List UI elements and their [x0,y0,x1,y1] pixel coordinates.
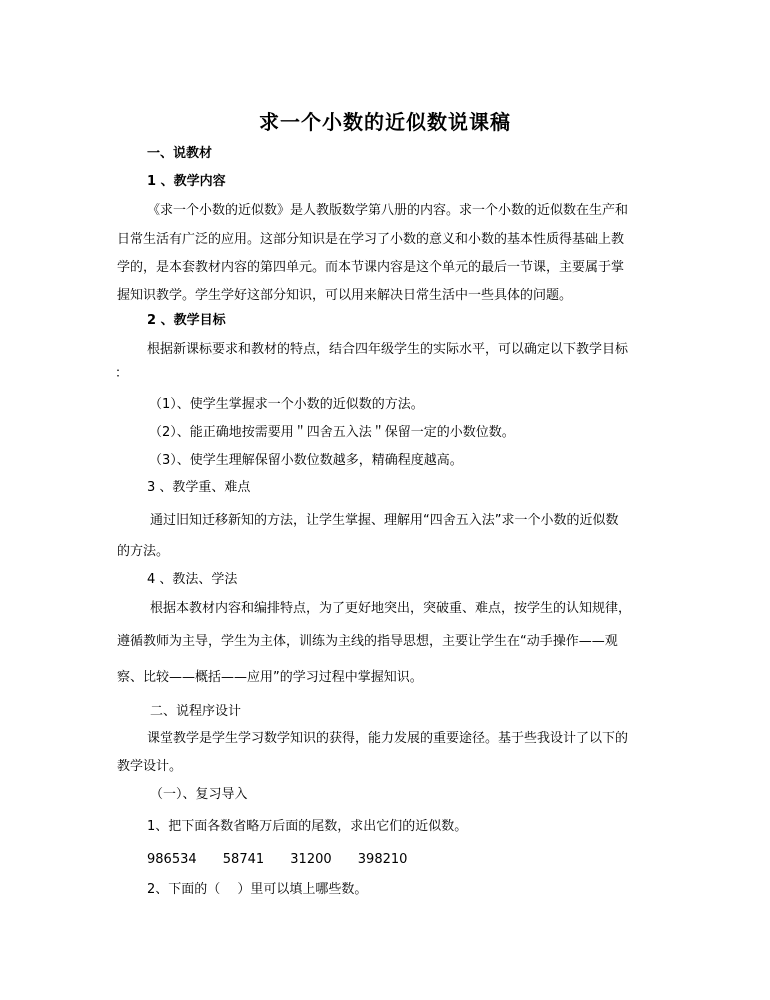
goal-item: （3）、使学生理解保留小数位数越多，精确程度越高。 [149,453,463,468]
paragraph-line: 课堂教学是学生学习数学知识的获得，能力发展的重要途径。基于些我设计了以下的 [147,731,629,746]
subsection-heading: （一）、复习导入 [150,787,248,802]
page-title: 求一个小数的近似数说课稿 [259,110,511,134]
section-heading: 二、说程序设计 [150,704,242,719]
paragraph-line: 根据本教材内容和编排特点，为了更好地突出，突破重、难点，按学生的认知规律， [150,601,632,616]
goal-item: （2）、能正确地按需要用＂四舍五入法＂保留一定的小数位数。 [149,425,515,440]
number-value: 31200 [290,852,332,867]
paragraph-line: 察、比较——概括——应用”的学习过程中掌握知识。 [117,670,423,685]
subsection-heading: 4 、教法、学法 [147,572,238,587]
paragraph-line: 通过旧知迁移新知的方法，让学生掌握、理解用“四舍五入法”求一个小数的近似数 [150,513,619,528]
section-heading: 一、说教材 [147,146,213,161]
subsection-heading: 1 、教学内容 [147,174,226,189]
number-value: 398210 [357,852,408,867]
number-value: 58741 [222,852,265,867]
paragraph-line: ： [115,366,129,381]
goal-item: （1）、使学生掌握求一个小数的近似数的方法。 [149,397,424,412]
number-list [147,852,429,868]
paragraph-line: 《求一个小数的近似数》是人教版数学第八册的内容。求一个小数的近似数在生产和 [147,203,629,218]
paragraph-line: 握知识教学。学生学好这部分知识，可以用来解决日常生活中一些具体的问题。 [117,288,573,303]
subsection-heading: 3 、教学重、难点 [147,480,251,495]
question-item: 1、把下面各数省略万后面的尾数，求出它们的近似数。 [147,819,468,834]
paragraph-line: 日常生活有广泛的应用。这部分知识是在学习了小数的意义和小数的基本性质得基础上教 [117,232,625,247]
paragraph-line: 教学设计。 [117,759,183,774]
subsection-heading: 2 、教学目标 [147,313,226,328]
paragraph-line: 学的，是本套教材内容的第四单元。而本节课内容是这个单元的最后一节课，主要属于掌 [117,260,625,275]
paragraph-line: 根据新课标要求和教材的特点，结合四年级学生的实际水平，可以确定以下教学目标 [147,342,629,357]
paragraph-line: 的方法。 [117,544,170,559]
paragraph-line: 遵循教师为主导，学生为主体，训练为主线的指导思想，主要让学生在“动手操作——观 [117,634,618,649]
question-item: 2、下面的（ ）里可以填上哪些数。 [147,882,368,897]
number-value: 986534 [147,852,197,867]
